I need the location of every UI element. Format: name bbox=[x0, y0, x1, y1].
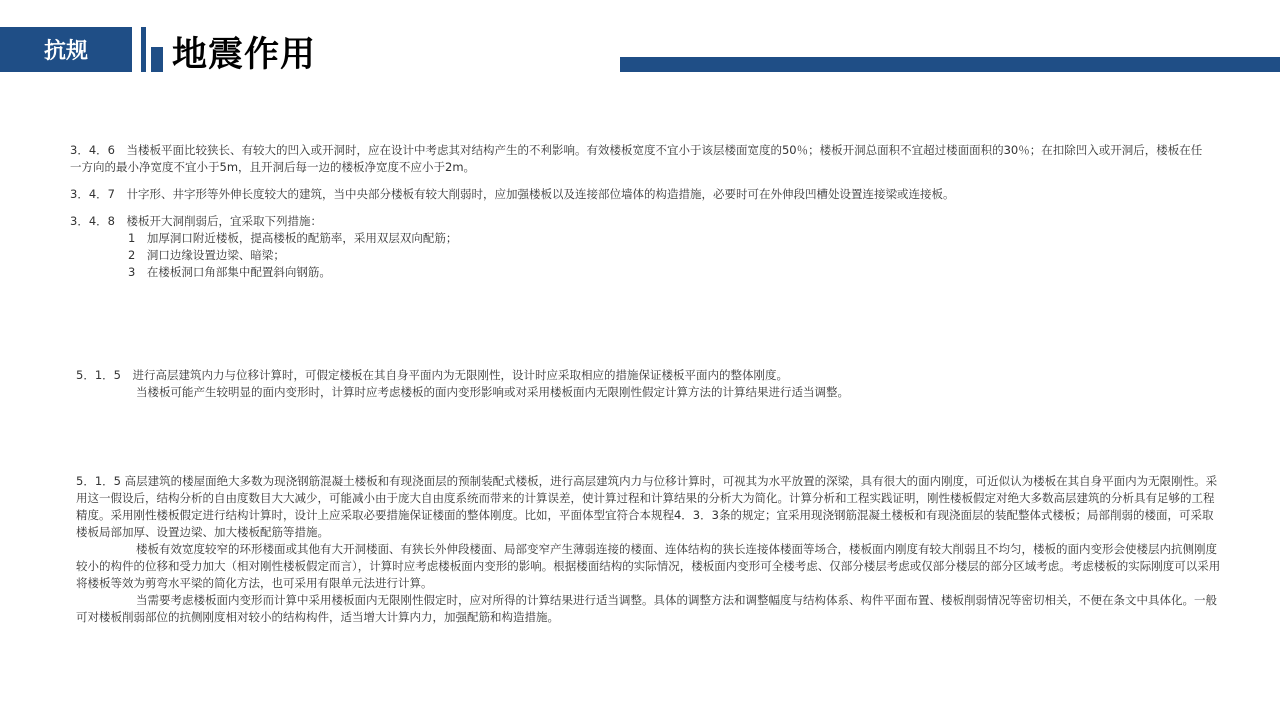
commentary-para-2: 楼板有效宽度较窄的环形楼面或其他有大开洞楼面、有狭长外伸段楼面、局部变窄产生薄弱连接的楼面、连体结构的狭长连接体楼面等场合，楼板面内刚度有较大削弱且不均匀，楼板的面内变形会使楼层内抗侧刚度较小的构件的位移和受力加大（相对刚性楼板假定而言），计算时应考虑楼板面内变形的影响。根据楼面结构的实际情况，楼板面内变形可全楼考虑、仅部分楼层考虑或仅部分楼层的部分区域考虑。考虑楼板的实际刚度可以采用将楼板等效为剪弯水平梁的简化方法，也可采用有限单元法进行计算。 bbox=[76, 542, 1221, 590]
code-tag-label: 抗规 bbox=[43, 39, 88, 64]
clause-5-1-5-line1: 5．1．5 进行高层建筑内力与位移计算时，可假定楼板在其自身平面内为无限刚性，设计时应采取相应的措施保证楼板平面内的整体刚度。 bbox=[76, 368, 788, 382]
code-tag bbox=[0, 27, 132, 72]
measure-item: 3 在楼板洞口角部集中配置斜向钢筋。 bbox=[128, 265, 331, 279]
title-accent-bar-thin bbox=[141, 27, 146, 72]
measure-item: 2 洞口边缘设置边梁、暗梁； bbox=[128, 248, 285, 262]
header-decor-bar bbox=[620, 57, 1280, 72]
page-title: 地震作用 bbox=[172, 35, 317, 75]
clause-3-4-8: 3．4．8 楼板开大洞削弱后，宜采取下列措施： bbox=[70, 214, 322, 228]
clause-3-4-6: 3．4．6 当楼板平面比较狭长、有较大的凹入或开洞时，应在设计中考虑其对结构产生的不利影响。有效楼板宽度不宜小于该层楼面宽度的50％；楼板开洞总面积不宜超过楼面面积的30％；在扣除凹入或开洞后，楼板在任一方向的最小净宽度不宜小于5m，且开洞后每一边的楼板净宽度不应小于2m。 bbox=[70, 143, 1203, 174]
title-accent-bar-thick bbox=[151, 47, 163, 72]
clause-block-5-1-5 bbox=[76, 367, 1216, 401]
commentary-para-1: 5．1．5 高层建筑的楼屋面绝大多数为现浇钢筋混凝土楼板和有现浇面层的预制装配式楼板，进行高层建筑内力与位移计算时，可视其为水平放置的深梁，具有很大的面内刚度，可近似认为楼板在其自身平面内为无限刚性。采用这一假设后，结构分析的自由度数目大大减少，可能减小由于庞大自由度系统而带来的计算误差，使计算过程和计算结果的分析大为简化。计算分析和工程实践证明，刚性楼板假定对绝大多数高层建筑的分析具有足够的工程精度。采用刚性楼板假定进行结构计算时，设计上应采取必要措施保证楼面的整体刚度。比如，平面体型宜符合本规程4．3．3条的规定；宜采用现浇钢筋混凝土楼板和有现浇面层的装配整体式楼板；局部削弱的楼面，可采取楼板局部加厚、设置边梁、加大楼板配筋等措施。 bbox=[76, 474, 1218, 539]
clause-3-4-7: 3．4．7 卄字形、井字形等外伸长度较大的建筑，当中央部分楼板有较大削弱时，应加强楼板以及连接部位墙体的构造措施，必要时可在外伸段凹槽处设置连接梁或连接板。 bbox=[70, 187, 955, 201]
clause-5-1-5-line2: 当楼板可能产生较明显的面内变形时，计算时应考虑楼板的面内变形影响或对采用楼板面内无限刚性假定计算方法的计算结果进行适当调整。 bbox=[136, 385, 849, 399]
commentary-para-3: 当需要考虑楼板面内变形而计算中采用楼板面内无限刚性假定时，应对所得的计算结果进行适当调整。具体的调整方法和调整幅度与结构体系、构件平面布置、楼板削弱情况等密切相关，不便在条文中具体化。一般可对楼板削弱部位的抗侧刚度相对较小的结构构件，适当增大计算内力，加强配筋和构造措施。 bbox=[76, 593, 1217, 624]
measure-item: 1 加厚洞口附近楼板，提高楼板的配筋率，采用双层双向配筋； bbox=[128, 231, 458, 245]
clause-block-3-4 bbox=[70, 142, 1210, 281]
commentary-block-5-1-5 bbox=[76, 473, 1222, 626]
